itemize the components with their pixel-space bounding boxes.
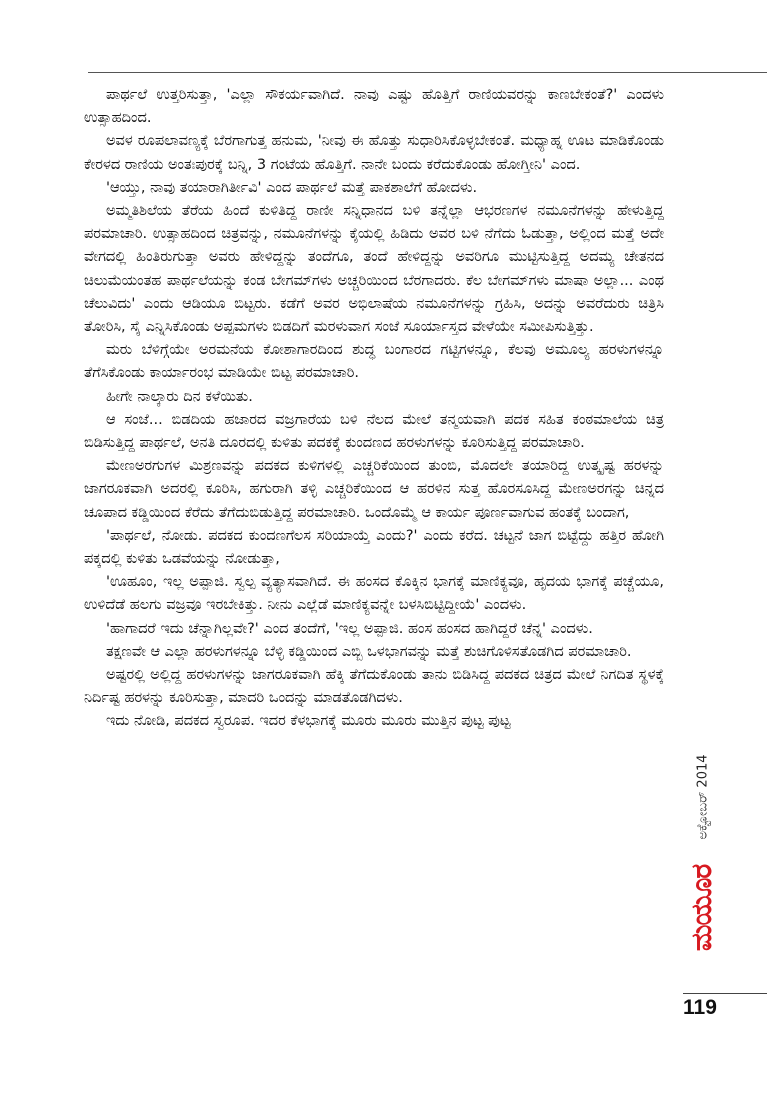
paragraph: 'ಊಹೂಂ, ಇಲ್ಲ ಅಪ್ಪಾಜಿ. ಸ್ವಲ್ಪ ವ್ಯತ್ಯಾಸವಾಗಿದೆ. ಈ ಹಂಸದ ಕೊಕ್ಕಿನ ಭಾಗಕ್ಕೆ ಮಾಣಿಕ್ಯವೂ, ಹೃದಯ ಭಾಗಕ್ಕೆ ಪಚ್ಚೆಯೂ, ಉಳಿದೆಡೆ ಹಲಗು ವಜ್ರವೂ ಇರಬೇಕಿತ್ತು. ನೀನು ಎಲ್ಲೆಡೆ ಮಾಣಿಕ್ಯವನ್ನೇ ಬಳಸಿಬಿಟ್ಟಿದ್ದೀಯೆ' ಎಂದಳು.	[84, 574, 664, 614]
paragraph: ಆ ಸಂಜೆ... ಬಿಡದಿಯ ಹಜಾರದ ವಜ್ರಗಾರೆಯ ಬಳಿ ನೆಲದ ಮೇಲೆ ತನ್ಮಯವಾಗಿ ಪದಕ ಸಹಿತ ಕಂಠಮಾಲೆಯ ಚಿತ್ರ ಬಿಡಿಸುತ್ತಿದ್ದ ಪಾರ್ಥಲೆ, ಅನತಿ ದೂರದಲ್ಲಿ ಕುಳಿತು ಪದಕಕ್ಕೆ ಕುಂದಣದ ಹರಳುಗಳನ್ನು ಕೂರಿಸುತ್ತಿದ್ದ ಪರಮಾಚಾರಿ.	[84, 411, 664, 452]
page-number: 119	[683, 996, 717, 1019]
issue-date: ಅಕ್ಟೋಬರ್ 2014	[695, 754, 711, 840]
paragraph: ಮರು ಬೆಳಿಗ್ಗೆಯೇ ಅರಮನೆಯ ಕೋಶಾಗಾರದಿಂದ ಶುದ್ಧ ಬಂಗಾರದ ಗಟ್ಟಿಗಳನ್ನೂ, ಕೆಲವು ಅಮೂಲ್ಯ ಹರಳುಗಳನ್ನೂ ತೆಗೆಸಿಕೊಂಡು ಕಾರ್ಯಾರಂಭ ಮಾಡಿಯೇ ಬಿಟ್ಟ ಪರಮಾಚಾರಿ.	[84, 342, 664, 382]
paragraph: ಅಮ್ಮತಿಶಿಲೆಯ ತೆರೆಯ ಹಿಂದೆ ಕುಳಿತಿದ್ದ ರಾಣೀ ಸನ್ನಿಧಾನದ ಬಳಿ ತನ್ನೆಲ್ಲಾ ಆಭರಣಗಳ ನಮೂನೆಗಳನ್ನು ಹೇಳುತ್ತಿದ್ದ ಪರಮಾಚಾರಿ. ಉತ್ಸಾಹದಿಂದ ಚಿತ್ರವನ್ನು, ನಮೂನೆಗಳನ್ನು ಕೈಯಲ್ಲಿ ಹಿಡಿದು ಅವರ ಬಳಿ ನೆಗೆದು ಓಡುತ್ತಾ, ಅಲ್ಲಿಂದ ಮತ್ತೆ ಅದೇ ವೇಗದಲ್ಲಿ ಹಿಂತಿರುಗುತ್ತಾ ಅವರು ಹೇಳಿದ್ದನ್ನು ತಂದೆಗೂ, ತಂದೆ ಹೇಳಿದ್ದನ್ನು ಅವರಿಗೂ ಮುಟ್ಟಿಸುತ್ತಿದ್ದ ಅದಮ್ಯ ಚೇತನದ ಚಿಲುಮೆಯಂತಹ ಪಾರ್ಥಲೆಯನ್ನು ಕಂಡ ಬೇಗಮ್‌ಗಳು ಅಚ್ಚರಿಯಿಂದ ಬೆರಗಾದರು. ಕೆಲ ಬೇಗಮ್‌ಗಳು ಮಾಷಾ ಅಲ್ಲಾ... ಎಂಥ ಚೆಲುವಿದು' ಎಂದು ಆಡಿಯೂ ಬಿಟ್ಟರು. ಕಡೆಗೆ ಅವರ ಅಭಿಲಾಷೆಯ ನಮೂನೆಗಳನ್ನು ಗ್ರಹಿಸಿ, ಅದನ್ನು ಅವರೆದುರು ಚಿತ್ರಿಸಿ ತೋರಿಸಿ, ಸೈ ಎನ್ನಿಸಿಕೊಂಡು ಅಪ್ಪಮಗಳು ಬಿಡದಿಗೆ ಮರಳುವಾಗ ಸಂಜೆ ಸೂರ್ಯಾಸ್ತದ ವೇಳೆಯೇ ಸಮೀಪಿಸುತ್ತಿತ್ತು.	[84, 203, 664, 336]
top-rule	[88, 72, 767, 73]
paragraph: ಹೀಗೇ ನಾಲ್ಕಾರು ದಿನ ಕಳೆಯಿತು.	[106, 388, 253, 405]
paragraph: ಅವಳ ರೂಪಲಾವಣ್ಯಕ್ಕೆ ಬೆರಗಾಗುತ್ತ ಹನುಮ, 'ನೀವು ಈ ಹೊತ್ತು ಸುಧಾರಿಸಿಕೊಳ್ಳಬೇಕಂತೆ. ಮಧ್ಯಾಹ್ನ ಊಟ ಮಾಡಿಕೊಂಡು ಕೇರಳದ ರಾಣಿಯ ಅಂತಃಪುರಕ್ಕೆ ಬನ್ನಿ, 3 ಗಂಟೆಯ ಹೊತ್ತಿಗೆ. ನಾನೇ ಬಂದು ಕರೆದುಕೊಂಡು ಹೋಗ್ತೀನಿ' ಎಂದ.	[84, 133, 664, 173]
magazine-name: ಮಯೂರ	[685, 864, 718, 952]
paragraph: ತಕ್ಷಣವೇ ಆ ಎಲ್ಲಾ ಹರಳುಗಳನ್ನೂ ಬೆಳ್ಳಿ ಕಡ್ಡಿಯಿಂದ ಎಬ್ಬಿ ಒಳಭಾಗವನ್ನು ಮತ್ತೆ ಶುಚಿಗೊಳಿಸತೊಡಗಿದ ಪರಮಾಚಾರಿ.	[106, 643, 632, 660]
paragraph: ಇದು ನೋಡಿ, ಪದಕದ ಸ್ವರೂಪ. ಇದರ ಕೆಳಭಾಗಕ್ಕೆ ಮೂರು ಮೂರು ಮುತ್ತಿನ ಪುಟ್ಟ ಪುಟ್ಟ	[106, 713, 511, 730]
issue-date-label	[690, 752, 716, 842]
paragraph: ಮೇಣಅರಗುಗಳ ಮಿಶ್ರಣವನ್ನು ಪದಕದ ಕುಳಿಗಳಲ್ಲಿ ಎಚ್ಚರಿಕೆಯಿಂದ ತುಂಬಿ, ಮೊದಲೇ ತಯಾರಿದ್ದ ಉತ್ಕೃಷ್ಟ ಹರಳನ್ನು ಜಾಗರೂಕವಾಗಿ ಅದರಲ್ಲಿ ಕೂರಿಸಿ, ಹಗುರಾಗಿ ತಳ್ಳಿ ಎಚ್ಚರಿಕೆಯಿಂದ ಆ ಹರಳಿನ ಸುತ್ತ ಹೊರಸೂಸಿದ್ದ ಮೇಣಅರಗನ್ನು ಚಿನ್ನದ ಚೂಪಾದ ಕಡ್ಡಿಯಿಂದ ಕೆರೆದು ತೆಗೆದುಬಿಡುತ್ತಿದ್ದ ಪರಮಾಚಾರಿ. ಒಂದೊಮ್ಮೆ ಆ ಕಾರ್ಯ ಪೂರ್ಣವಾಗುವ ಹಂತಕ್ಕೆ ಬಂದಾಗ,	[84, 458, 664, 521]
paragraph: ಅಷ್ಟರಲ್ಲಿ ಅಲ್ಲಿದ್ದ ಹರಳುಗಳನ್ನು ಜಾಗರೂಕವಾಗಿ ಹೆಕ್ಕಿ ತೆಗೆದುಕೊಂಡು ತಾನು ಬಿಡಿಸಿದ್ದ ಪದಕದ ಚಿತ್ರದ ಮೇಲೆ ನಿಗದಿತ ಸ್ಥಳಕ್ಕೆ ನಿರ್ದಿಷ್ಟ ಹರಳನ್ನು ಕೂರಿಸುತ್ತಾ, ಮಾದರಿ ಒಂದನ್ನು ಮಾಡತೊಡಗಿದಳು.	[84, 667, 664, 707]
paragraph: ಪಾರ್ಥಲೆ ಉತ್ತರಿಸುತ್ತಾ, 'ಎಲ್ಲಾ ಸೌಕರ್ಯವಾಗಿದೆ. ನಾವು ಎಷ್ಟು ಹೊತ್ತಿಗೆ ರಾಣಿಯವರನ್ನು ಕಾಣಬೇಕಂತೆ?' ಎಂದಳು ಉತ್ಸಾಹದಿಂದ.	[84, 87, 664, 127]
paragraph: 'ಹಾಗಾದರೆ ಇದು ಚೆನ್ನಾಗಿಲ್ಲವೇ?' ಎಂದ ತಂದೆಗೆ, 'ಇಲ್ಲ ಅಪ್ಪಾಜಿ. ಹಂಸ ಹಂಸದ ಹಾಗಿದ್ದರೆ ಚೆನ್ನ' ಎಂದಳು.	[106, 620, 593, 637]
paragraph: 'ಪಾರ್ಥಲೆ, ನೋಡು. ಪದಕದ ಕುಂದಣಗೆಲಸ ಸರಿಯಾಯ್ತೆ ಎಂದು?' ಎಂದು ಕರೆದ. ಚಟ್ಟನೆ ಜಾಗ ಬಿಟ್ಟೆದ್ದು ಹತ್ತಿರ ಹೋಗಿ ಪಕ್ಕದಲ್ಲಿ ಕುಳಿತು ಒಡವೆಯನ್ನು ನೋಡುತ್ತಾ,	[84, 527, 664, 568]
paragraph: 'ಆಯ್ತು, ನಾವು ತಯಾರಾಗಿರ್ತೀವಿ' ಎಂದ ಪಾರ್ಥಲೆ ಮತ್ತೆ ಪಾಕಶಾಲೆಗೆ ಹೋದಳು.	[106, 179, 478, 196]
article-body	[84, 84, 664, 734]
magazine-logo	[686, 842, 718, 974]
footer-rule	[683, 993, 767, 994]
